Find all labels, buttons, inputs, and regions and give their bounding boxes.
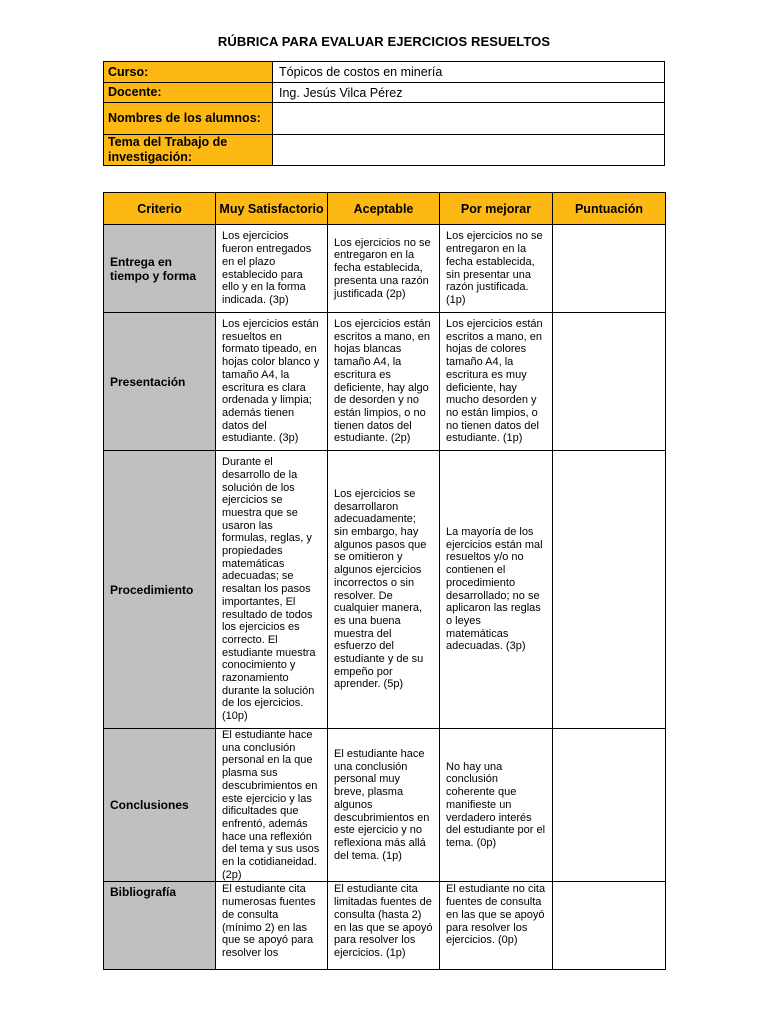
info-value: Ing. Jesús Vilca Pérez xyxy=(273,83,665,103)
puntuacion-cell xyxy=(553,313,666,451)
header-puntuacion: Puntuación xyxy=(553,193,666,225)
puntuacion-cell xyxy=(553,729,666,882)
rubric-row-conclusiones xyxy=(104,729,666,882)
puntuacion-cell xyxy=(553,225,666,313)
info-row-alumnos xyxy=(104,103,665,135)
muy-satisfactorio-cell: El estudiante hace una conclusión personal en la que plasma sus descubrimientos en este ejercicio y las dificultades que enfrentó, además hace una reflexión del tema y sus usos en la cotidianeidad. (2p) xyxy=(216,729,328,882)
puntuacion-cell xyxy=(553,882,666,970)
criterion-cell: Bibliografía xyxy=(104,882,216,970)
criterion-cell: Conclusiones xyxy=(104,729,216,882)
document-title: RÚBRICA PARA EVALUAR EJERCICIOS RESUELTOS xyxy=(217,34,551,49)
criterion-cell: Entrega en tiempo y forma xyxy=(104,225,216,313)
por-mejorar-cell: No hay una conclusión coherente que manifieste un verdadero interés del estudiante por el tema. (0p) xyxy=(440,729,553,882)
info-row-docente xyxy=(104,83,665,103)
criterion-cell: Presentación xyxy=(104,313,216,451)
aceptable-cell: El estudiante cita limitadas fuentes de consulta (hasta 2) en las que se apoyó para resolver los ejercicios. (1p) xyxy=(328,882,440,970)
rubric-row-bibliografia xyxy=(104,882,666,970)
info-label: Curso: xyxy=(104,62,273,83)
por-mejorar-cell: El estudiante no cita fuentes de consulta en las que se apoyó para resolver los ejercicios. (0p) xyxy=(440,882,553,970)
puntuacion-cell xyxy=(553,451,666,729)
muy-satisfactorio-cell: Durante el desarrollo de la solución de los ejercicios se muestra que se usaron las formulas, reglas, y propiedades matemáticas adecuadas; se resaltan los pasos importantes, El resultado de todos los ejercicios es correcto. El estudiante muestra conocimiento y razonamiento durante la solución de los ejercicios. (10p) xyxy=(216,451,328,729)
header-aceptable: Aceptable xyxy=(328,193,440,225)
info-value xyxy=(273,103,665,135)
header-por-mejorar: Por mejorar xyxy=(440,193,553,225)
info-row-tema xyxy=(104,135,665,166)
info-label: Tema del Trabajo de investigación: xyxy=(104,135,273,166)
rubric-table xyxy=(103,192,666,970)
info-table xyxy=(103,61,665,166)
info-label: Nombres de los alumnos: xyxy=(104,103,273,135)
criterion-cell: Procedimiento xyxy=(104,451,216,729)
rubric-row-entrega xyxy=(104,225,666,313)
info-label: Docente: xyxy=(104,83,273,103)
header-criterio: Criterio xyxy=(104,193,216,225)
muy-satisfactorio-cell: El estudiante cita numerosas fuentes de consulta (mínimo 2) en las que se apoyó para resolver los xyxy=(216,882,328,970)
info-value xyxy=(273,135,665,166)
muy-satisfactorio-cell: Los ejercicios fueron entregados en el plazo establecido para ello y en la forma indicada. (3p) xyxy=(216,225,328,313)
muy-satisfactorio-cell: Los ejercicios están resueltos en formato tipeado, en hojas color blanco y tamaño A4, la escritura es clara ordenada y limpia; además tienen datos del estudiante. (3p) xyxy=(216,313,328,451)
header-muy-satisfactorio: Muy Satisfactorio xyxy=(216,193,328,225)
rubric-row-presentacion xyxy=(104,313,666,451)
aceptable-cell: Los ejercicios no se entregaron en la fecha establecida, presenta una razón justificada (2p) xyxy=(328,225,440,313)
por-mejorar-cell: Los ejercicios no se entregaron en la fecha establecida, sin presentar una razón justificada. (1p) xyxy=(440,225,553,313)
rubric-row-procedimiento xyxy=(104,451,666,729)
info-value: Tópicos de costos en minería xyxy=(273,62,665,83)
por-mejorar-cell: Los ejercicios están escritos a mano, en hojas de colores tamaño A4, la escritura es muy deficiente, hay mucho desorden y no están limpios, o no tienen datos del estudiante. (1p) xyxy=(440,313,553,451)
info-row-curso xyxy=(104,62,665,83)
rubric-header-row xyxy=(104,193,666,225)
por-mejorar-cell: La mayoría de los ejercicios están mal resueltos y/o no contienen el procedimiento desarrollado; no se aplicaron las reglas o leyes matemáticas adecuadas. (3p) xyxy=(440,451,553,729)
aceptable-cell: Los ejercicios están escritos a mano, en hojas blancas tamaño A4, la escritura es deficiente, hay algo de desorden y no están limpios, o no tienen datos del estudiante. (2p) xyxy=(328,313,440,451)
aceptable-cell: El estudiante hace una conclusión personal muy breve, plasma algunos descubrimientos en este ejercicio y no reflexiona más allá del tema. (1p) xyxy=(328,729,440,882)
aceptable-cell: Los ejercicios se desarrollaron adecuadamente; sin embargo, hay algunos pasos que se omitieron y algunos ejercicios incorrectos o sin resolver. De cualquier manera, es una buena muestra del esfuerzo del estudiante y de su empeño por aprender. (5p) xyxy=(328,451,440,729)
